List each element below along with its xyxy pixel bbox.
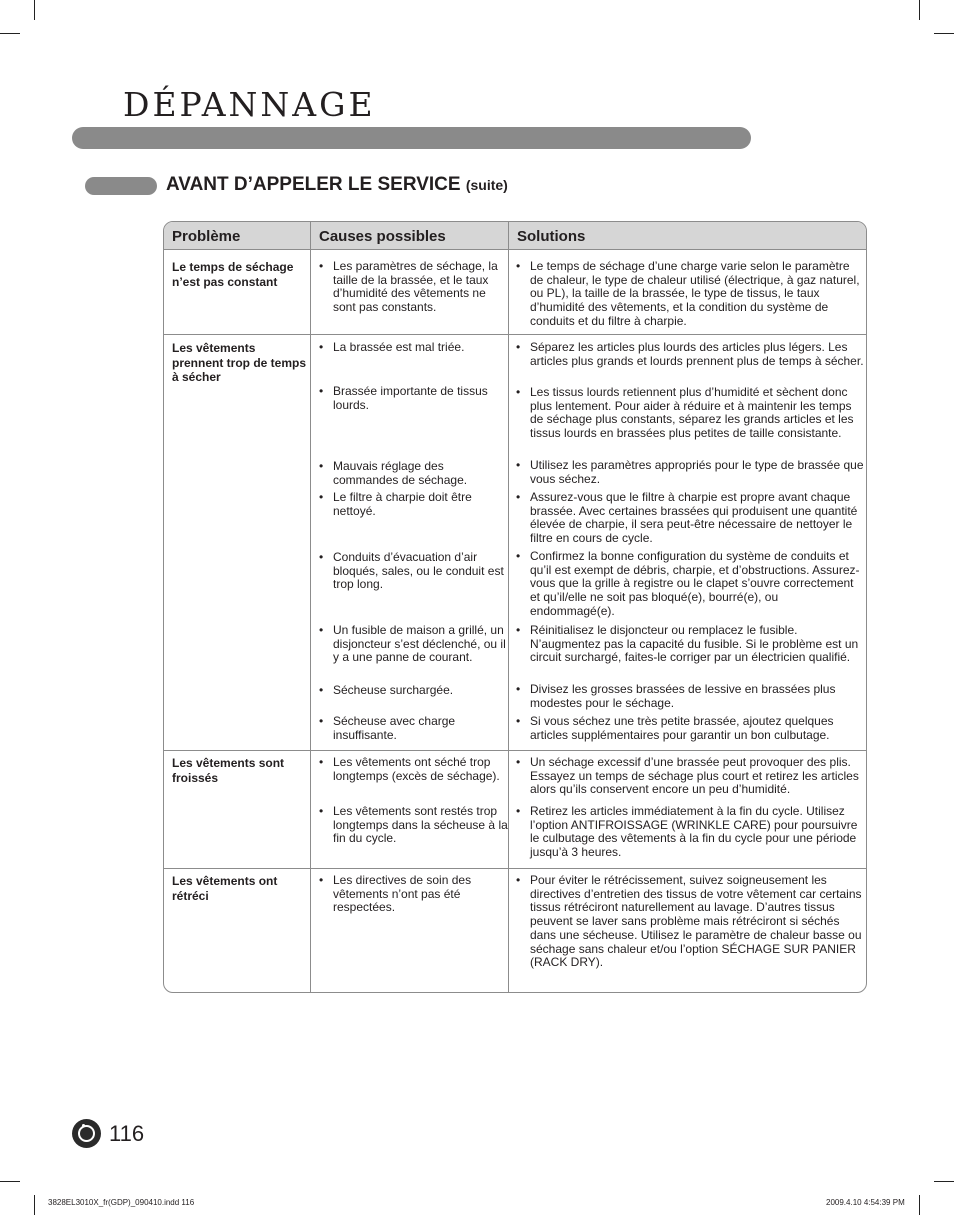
column-divider (310, 222, 311, 992)
header-solutions: Solutions (517, 228, 586, 245)
solution-item: • Divisez les grosses brassées de lessive en brassées plus modestes pour le séchage. (516, 683, 864, 710)
lg-logo-icon (72, 1119, 101, 1148)
header-causes: Causes possibles (319, 228, 446, 245)
crop-mark (919, 0, 920, 20)
solution-item: • Séparez les articles plus lourds des articles plus légers. Les articles plus grands et lourds prennent plus de temps à sécher. (516, 341, 864, 368)
crop-mark (34, 1195, 35, 1215)
footer-file-info: 3828EL3010X_fr(GDP)_090410.indd 116 (48, 1198, 195, 1207)
cause-item: • Les paramètres de séchage, la taille de la brassée, et le taux d’humidité des vêtements ne sont pas constants. (319, 260, 509, 315)
section-suffix: (suite) (465, 177, 508, 193)
cause-item: • Les directives de soin des vêtements n’ont pas été respectées. (319, 874, 509, 915)
header-problem: Problème (172, 228, 241, 245)
row-divider (164, 334, 866, 335)
crop-mark (919, 1195, 920, 1215)
row-divider (164, 868, 866, 869)
cause-item: • Conduits d’évacuation d’air bloqués, sales, ou le conduit est trop long. (319, 551, 509, 592)
crop-mark (34, 0, 35, 20)
cause-item: • La brassée est mal triée. (319, 341, 509, 355)
solution-item: • Le temps de séchage d’une charge varie selon le paramètre de chaleur, le type de chaleur utilisé (électrique, à gaz naturel, ou PL), la taille de la brassée, le type de tissus, le taux d’humidité des vêtements, et la condition du système de conduits et du filtre à charpie. (516, 260, 864, 329)
crop-mark (0, 1181, 20, 1182)
footer-timestamp: 2009.4.10 4:54:39 PM (826, 1198, 905, 1207)
cause-item: • Brassée importante de tissus lourds. (319, 385, 509, 412)
section-heading (166, 174, 508, 196)
solution-item: • Confirmez la bonne configuration du système de conduits et qu’il est exempt de débris, charpie, et d’obstructions. Assurez-vous que la grille à registre ou le clapet s’ouvre correctement et qu’il/elle ne soit pas bloqué(e), bourré(e), ou endommagé(e). (516, 550, 864, 619)
crop-mark (0, 33, 20, 34)
crop-mark (934, 1181, 954, 1182)
table-row-problem: Les vêtements prennent trop de temps à sécher (172, 341, 307, 384)
page-number: 116 (109, 1121, 145, 1146)
cause-item: • Le filtre à charpie doit être nettoyé. (319, 491, 509, 518)
solution-item: • Pour éviter le rétrécissement, suivez soigneusement les directives d’entretien des tissus de votre vêtement car certains tissus rétréciront naturellement au lavage. D’autres tissus peuvent se laver sans problème mais rétréciront si séchés dans une sécheuse. Utilisez le paramètre de chaleur basse ou séchage sans chaleur et/ou l’option SÉCHAGE SUR PANIER (RACK DRY). (516, 874, 864, 970)
cause-item: • Un fusible de maison a grillé, un disjoncteur s’est déclenché, ou il y a une panne de courant. (319, 624, 509, 665)
cause-item: • Sécheuse surchargée. (319, 684, 509, 698)
table-header (164, 222, 866, 250)
cause-item: • Les vêtements sont restés trop longtemps dans la sécheuse à la fin du cycle. (319, 805, 509, 846)
cause-item: • Les vêtements ont séché trop longtemps (excès de séchage). (319, 756, 509, 783)
solution-item: • Un séchage excessif d’une brassée peut provoquer des plis. Essayez un temps de séchage plus court et retirez les articles alors qu’ils conservent encore un peu d’humidité. (516, 756, 864, 797)
cause-item: • Mauvais réglage des commandes de séchage. (319, 460, 509, 487)
section-heading-text: AVANT D’APPELER LE SERVICE (166, 174, 461, 195)
solution-item: • Réinitialisez le disjoncteur ou remplacez le fusible. N’augmentez pas la capacité du fusible. Si le problème est un circuit surchargé, faites-le corriger par un électricien qualifié. (516, 624, 864, 665)
cause-item: • Sécheuse avec charge insuffisante. (319, 715, 509, 742)
solution-item: • Si vous séchez une très petite brassée, ajoutez quelques articles supplémentaires pour garantir un bon culbutage. (516, 715, 864, 742)
row-divider (164, 750, 866, 751)
title-bar (72, 127, 751, 149)
solution-item: • Retirez les articles immédiatement à la fin du cycle. Utilisez l’option ANTIFROISSAGE (WRINKLE CARE) pour poursuivre le culbutage des vêtements à la fin du cycle pour une période jusqu’à 3 heures. (516, 805, 864, 860)
table-row-problem: Le temps de séchage n’est pas constant (172, 260, 294, 289)
solution-item: • Les tissus lourds retiennent plus d’humidité et sèchent donc plus lentement. Pour aider à réduire et à maintenir les temps de séchage plus constants, séparez les grands articles et les tissus lourds en brassées plus petites de taille consistante. (516, 386, 864, 441)
crop-mark (934, 33, 954, 34)
table-row-problem: Les vêtements ont rétréci (172, 874, 278, 903)
solution-item: • Utilisez les paramètres appropriés pour le type de brassée que vous séchez. (516, 459, 864, 486)
section-pill (85, 177, 157, 195)
solution-item: • Assurez-vous que le filtre à charpie est propre avant chaque brassée. Avec certaines brassées qui produisent une quantité élevée de charpie, il sera peut-être nécessaire de nettoyer le filtre en cours de cycle. (516, 491, 864, 546)
troubleshooting-table (163, 221, 867, 993)
page-title: DÉPANNAGE (123, 85, 376, 124)
table-row-problem: Les vêtements sont froissés (172, 756, 285, 785)
